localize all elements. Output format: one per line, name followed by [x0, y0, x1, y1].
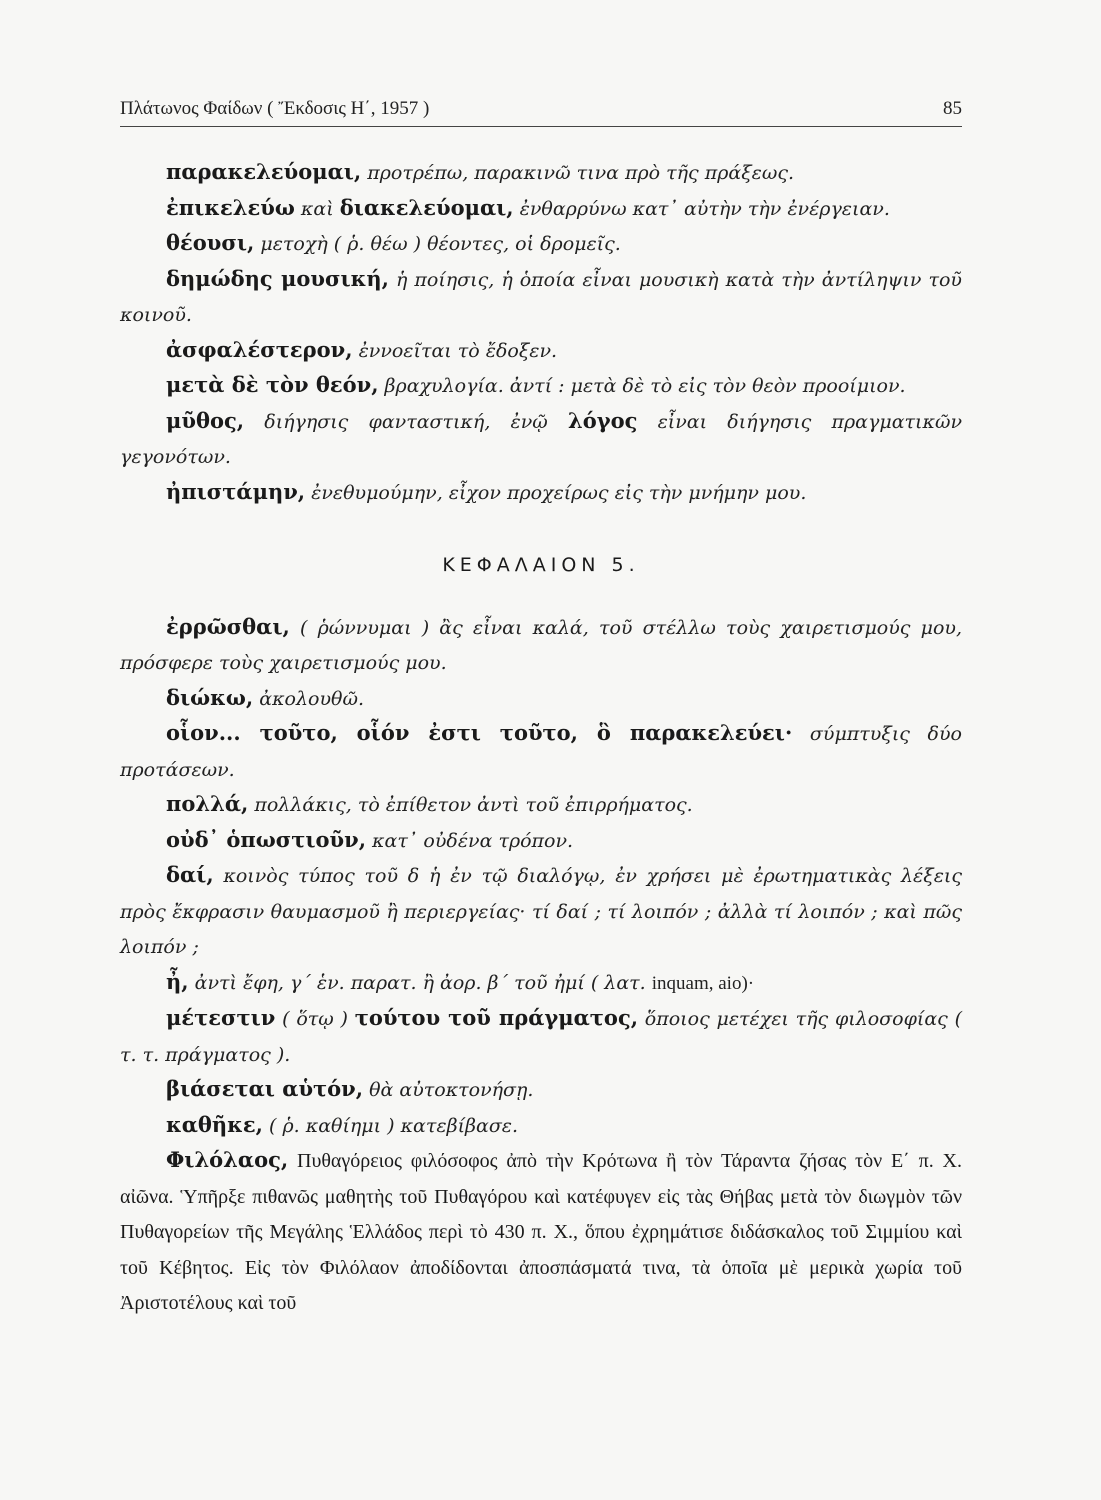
entry-term-secondary: τούτου τοῦ πράγματος,	[354, 1005, 639, 1030]
entry-definition: προτρέπω, παρακινῶ τινα πρὸ τῆς πράξεως.	[361, 162, 795, 184]
glossary-entry	[120, 404, 962, 475]
glossary-entry	[120, 333, 962, 369]
glossary-entry	[120, 610, 962, 681]
entry-term: ἠπιστάμην,	[166, 478, 306, 504]
entry-term: ἐρρῶσθαι,	[166, 613, 290, 639]
glossary-entry	[120, 368, 962, 404]
entry-definition: βραχυλογία. ἀντί : μετὰ δὲ τὸ εἰς τὸν θεὸν προοίμιον.	[378, 375, 906, 397]
glossary-entry	[120, 475, 962, 511]
chapter-heading: ΚΕΦΑΛΑΙΟΝ 5.	[442, 554, 640, 576]
entry-definition: ἀντὶ ἔφη, γ΄ ἑν. παρατ. ἢ ἀορ. β΄ τοῦ ἠμί ( λατ.	[188, 971, 652, 994]
entry-definition: μετοχὴ ( ῥ. θέω ) θέοντες, οἱ δρομεῖς.	[254, 233, 621, 255]
entry-term: δαί,	[166, 862, 214, 887]
entry-definition: σύμπτυξις δύο προτάσεων.	[120, 723, 962, 781]
entry-definition: πολλάκις, τὸ ἐπίθετον ἀντὶ τοῦ ἐπιρρήματος.	[248, 794, 693, 816]
entry-definition-continued: ὅποιος μετέχει τῆς φιλοσοφίας ( τ. τ. πράγματος ).	[120, 1008, 962, 1066]
entry-definition: ( ῥ. καθίημι ) κατεβίβασε.	[263, 1114, 519, 1137]
glossary-entry	[120, 1072, 962, 1108]
entry-definition: ( ῥώννυμαι ) ἂς εἶναι καλά, τοῦ στέλλω τοὺς χαιρετισμούς μου, πρόσφερε τοὺς χαιρετισμούς μου.	[120, 616, 962, 674]
glossary-entry	[120, 716, 962, 787]
entry-term: θέουσι,	[166, 230, 255, 255]
entry-term-secondary: λόγος	[568, 407, 638, 433]
glossary-entry	[120, 823, 962, 859]
entry-connector: καὶ	[294, 197, 340, 220]
entry-term: βιάσεται αὑτόν,	[166, 1076, 364, 1101]
glossary-entry	[120, 226, 962, 262]
glossary-entry	[120, 1108, 962, 1144]
header-title: Πλάτωνος Φαίδων ( Ἔκδοσις Η΄, 1957 )	[120, 98, 430, 119]
glossary-entry	[120, 191, 962, 227]
glossary-entry	[120, 681, 962, 717]
glossary-entry	[120, 262, 962, 333]
glossary-entry	[120, 787, 962, 823]
glossary-entry	[120, 155, 962, 191]
entry-term: μέτεστιν	[166, 1005, 276, 1030]
entry-term: μῦθος,	[166, 407, 245, 433]
entry-latin: inquam, aio)·	[651, 972, 755, 994]
entry-definition-continued: εἶναι διήγησις πραγματικῶν γεγονότων.	[120, 410, 963, 468]
glossary-entry	[120, 1001, 962, 1072]
entry-definition: ἐνεθυμούμην, εἶχον προχείρως εἰς τὴν μνήμην μου.	[305, 481, 807, 504]
entry-term: οὐδ᾽ ὁπωστιοῦν,	[166, 826, 367, 852]
entry-term: πολλά,	[166, 791, 249, 816]
glossary-body	[120, 155, 962, 1321]
entry-term: μετὰ δὲ τὸν θεόν,	[166, 372, 379, 397]
entry-definition: θὰ αὐτοκτονήσῃ.	[363, 1079, 534, 1101]
entry-definition: κατ᾽ οὐδένα τρόπον.	[366, 829, 574, 852]
glossary-entry	[120, 1143, 962, 1321]
entry-definition: ἐννοεῖται τὸ ἔδοξεν.	[352, 339, 558, 362]
entry-term: ἐπικελεύω	[166, 194, 295, 220]
glossary-entry	[120, 965, 962, 1002]
running-header	[120, 96, 962, 127]
entry-term: καθῆκε,	[166, 1111, 263, 1137]
entry-term: οἷον... τοῦτο, οἷόν ἐστι τοῦτο, ὃ παρακελεύει·	[166, 720, 793, 745]
entry-definition: κοινὸς τύπος τοῦ δ ἡ ἐν τῷ διαλόγῳ, ἐν χρήσει μὲ ἐρωτηματικὰς λέξεις πρὸς ἔκφρασιν θαυμασμοῦ ἢ περιεργείας· τί δαί ; τί λοιπόν ; ἀλλὰ τί λοιπόν ; καὶ πῶς λοιπόν ;	[120, 865, 962, 958]
entry-definition: ἡ ποίησις, ἡ ὁποία εἶναι μουσικὴ κατὰ τὴν ἀντίληψιν τοῦ κοινοῦ.	[120, 268, 962, 326]
entry-definition: ἀκολουθῶ.	[253, 687, 364, 710]
entry-term: διώκω,	[166, 684, 254, 710]
entry-definition: ( ὅτῳ )	[275, 1008, 355, 1030]
entry-term: ἀσφαλέστερον,	[166, 336, 353, 362]
glossary-entry	[120, 858, 962, 965]
entry-term: δημώδης μουσική,	[166, 265, 389, 291]
entry-definition: διήγησις φανταστική, ἐνῷ	[244, 410, 568, 433]
entry-term: ἦ,	[166, 968, 189, 994]
entry-term: παρακελεύομαι,	[166, 159, 362, 184]
entry-definition: Πυθαγόρειος φιλόσοφος ἀπὸ τὴν Κρότωνα ἢ τὸν Τάραντα ζήσας τὸν Ε΄ π. Χ. αἰῶνα. Ὑπῆρξε πιθανῶς μαθητὴς τοῦ Πυθαγόρου καὶ κατέφυγεν εἰς τὰς Θήβας μετὰ τὸν διωγμὸν τῶν Πυθαγορείων τῆς Μεγάλης Ἑλλάδος περὶ τὸ 430 π. Χ., ὅπου ἐχρημάτισε διδάσκαλος τοῦ Σιμμίου καὶ τοῦ Κέβητος. Εἰς τὸν Φιλόλαον ἀποδίδονται ἀποσπάσματά τινα, τὰ ὁποῖα μὲ μερικὰ χωρία τοῦ Ἀριστοτέλους καὶ τοῦ	[120, 1150, 962, 1314]
entry-term-secondary: διακελεύομαι,	[339, 194, 514, 220]
page-number: 85	[943, 98, 962, 119]
entry-term: Φιλόλαος,	[166, 1147, 289, 1172]
entry-definition: ἐνθαρρύνω κατ᾽ αὐτὴν τὴν ἐνέργειαν.	[513, 197, 890, 220]
